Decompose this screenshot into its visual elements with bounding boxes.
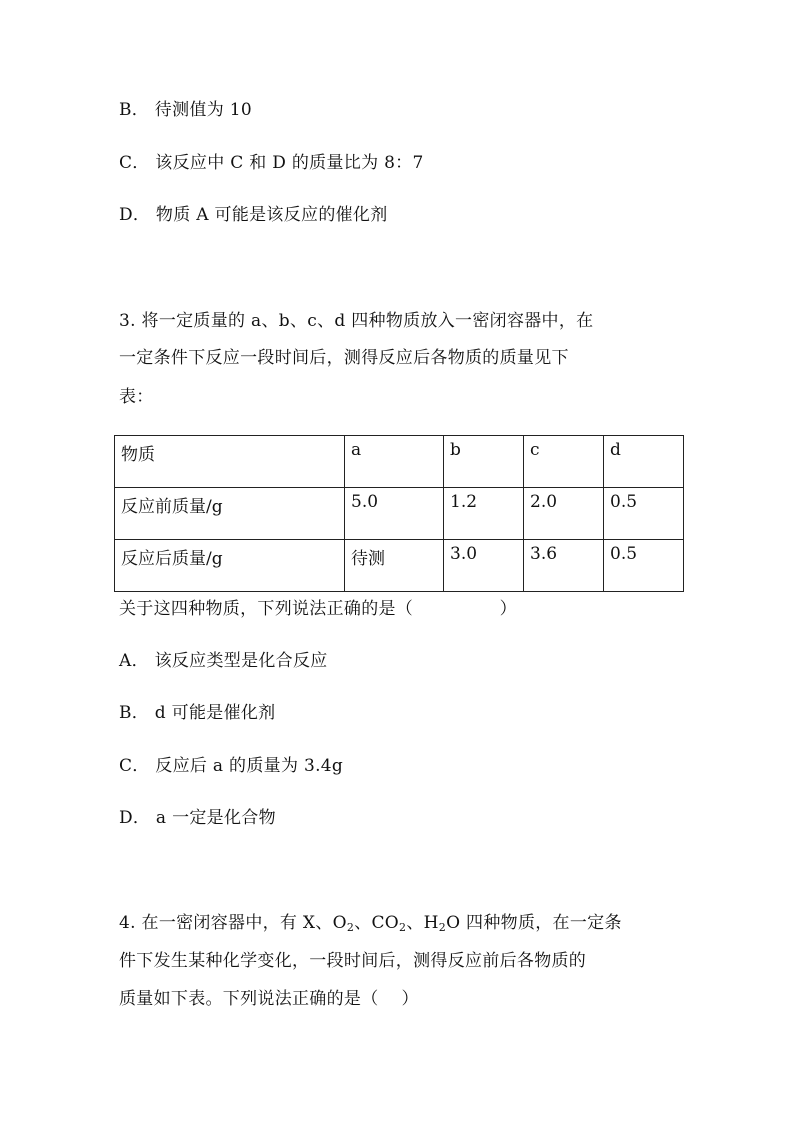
table-cell: 待测 [345, 540, 444, 592]
table-cell: 3.0 [444, 540, 524, 592]
table-cell: 0.5 [604, 488, 684, 540]
q3-mass-table [114, 435, 684, 592]
q3-option-c: C． 反应后 a 的质量为 3.4g [119, 756, 344, 776]
q4-stem-line1 [119, 911, 622, 935]
subscript: 2 [399, 921, 407, 934]
table-cell: 1.2 [444, 488, 524, 540]
table-cell: 反应后质量/g [115, 540, 345, 592]
table-row [115, 540, 684, 592]
q4-text: 、CO [354, 913, 400, 933]
table-cell: 5.0 [345, 488, 444, 540]
table-header-row [115, 436, 684, 488]
q2-option-c: C． 该反应中 C 和 D 的质量比为 8：7 [119, 153, 424, 173]
table-cell: b [444, 436, 524, 488]
table-cell: 3.6 [524, 540, 604, 592]
q2-option-b: B． 待测值为 10 [119, 100, 252, 120]
q2-option-d: D． 物质 A 可能是该反应的催化剂 [119, 205, 388, 225]
subscript: 2 [346, 921, 355, 934]
q3-question: 关于这四种物质，下列说法正确的是（ ） [119, 599, 517, 619]
table-row [115, 488, 684, 540]
table-cell: a [345, 436, 444, 488]
q3-stem-line3: 表： [119, 387, 154, 407]
table-cell: 物质 [115, 436, 345, 488]
q4-text: O 四种物质，在一定条 [446, 913, 622, 933]
table-cell: 反应前质量/g [115, 488, 345, 540]
subscript: 2 [438, 921, 447, 934]
q4-text: 、H [406, 913, 439, 933]
q3-option-d: D． a 一定是化合物 [119, 808, 276, 828]
q3-stem-line1: 3. 将一定质量的 a、b、c、d 四种物质放入一密闭容器中，在 [119, 311, 594, 331]
table-cell: d [604, 436, 684, 488]
q4-stem-line3: 质量如下表。下列说法正确的是（ ） [119, 989, 419, 1009]
q3-option-b: B． d 可能是催化剂 [119, 703, 276, 723]
q3-option-a: A． 该反应类型是化合反应 [119, 651, 328, 671]
q4-text: 4. 在一密闭容器中，有 X、O [119, 913, 347, 933]
table-cell: c [524, 436, 604, 488]
q4-stem-line2: 件下发生某种化学变化，一段时间后，测得反应前后各物质的 [119, 951, 587, 971]
q3-stem-line2: 一定条件下反应一段时间后，测得反应后各物质的质量见下 [119, 348, 569, 368]
table-cell: 2.0 [524, 488, 604, 540]
table-cell: 0.5 [604, 540, 684, 592]
